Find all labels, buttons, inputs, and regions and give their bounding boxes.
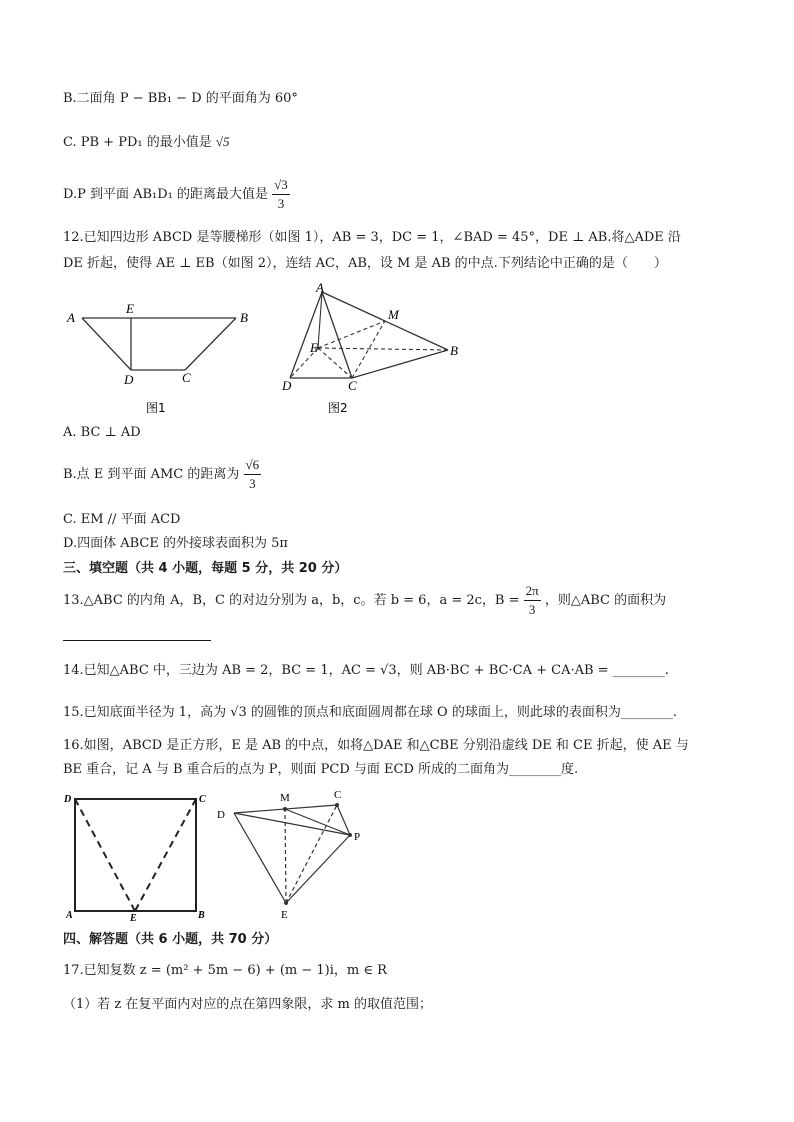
q12-figure-2 — [280, 282, 470, 422]
q12-option-c: C. EM // 平面 ACD — [63, 512, 181, 527]
q13-numerator: 2π — [524, 582, 541, 601]
q12-fig1-label-b: B — [240, 310, 248, 325]
q11-option-c-text: C. PB + PD₁ 的最小值是 — [63, 135, 216, 150]
q11-option-d-denominator: 3 — [277, 196, 285, 211]
q12-fig2-label-a: A — [316, 282, 324, 295]
q11-option-d-text: D.P 到平面 AB₁D₁ 的距离最大值是 — [63, 187, 269, 202]
q12-option-a: A. BC ⊥ AD — [63, 425, 141, 440]
q11-option-b: B.二面角 P − BB₁ − D 的平面角为 60° — [63, 91, 298, 106]
q16-fig2-label-p: P — [354, 831, 361, 843]
q12-fig2-caption: 图2 — [328, 401, 348, 415]
q12-fig1-label-c: C — [182, 370, 191, 385]
q15-stem: 15.已知底面半径为 1，高为 √3 的圆锥的顶点和底面圆周都在球 O 的球面上，则此球的表面积为________. — [63, 705, 677, 720]
q12-fig2-label-m: M — [388, 307, 399, 322]
q12-option-b-numerator: √6 — [244, 456, 262, 475]
q12-fig2-label-c: C — [348, 378, 357, 393]
q12-option-b-denominator: 3 — [249, 476, 256, 491]
q16-figure-1 — [60, 790, 210, 922]
q16-fig1-label-a: A — [66, 910, 73, 921]
q13-denominator: 3 — [528, 602, 536, 617]
q13-text-pre: 13.△ABC 的内角 A，B，C 的对边分别为 a，b，c。若 b = 6，a = 2c，B = — [63, 593, 524, 608]
q12-fig2-label-e: E — [310, 340, 318, 355]
q16-stem-line2: BE 重合，记 A 与 B 重合后的点为 P，则面 PCD 与面 ECD 所成的二面角为________度. — [63, 762, 579, 777]
section-3-heading: 三、填空题（共 4 小题，每题 5 分，共 20 分） — [63, 561, 348, 576]
q16-figure-2 — [212, 785, 372, 925]
q16-fig1-label-e: E — [130, 913, 137, 922]
q14-stem: 14.已知△ABC 中，三边为 AB = 2，BC = 1，AC = √3，则 AB·BC + BC·CA + CA·AB = ________. — [63, 663, 669, 678]
q17-part-1: （1）若 z 在复平面内对应的点在第四象限，求 m 的取值范围； — [63, 997, 432, 1012]
q12-fig2-label-d: D — [282, 378, 292, 393]
q16-fig1-label-b: B — [198, 910, 205, 921]
q12-fig1-label-a: A — [67, 310, 75, 325]
q16-fig2-label-e: E — [281, 909, 288, 921]
q12-fig1-caption: 图1 — [146, 401, 166, 415]
q11-option-c — [63, 133, 230, 152]
q17-stem: 17.已知复数 z = (m² + 5m − 6) + (m − 1)i，m ∈ R — [63, 963, 387, 978]
q16-fig1-label-c: C — [199, 794, 206, 805]
q12-option-b-fraction — [244, 456, 262, 493]
q11-option-d-numerator: √3 — [272, 176, 290, 195]
q16-stem-line1: 16.如图，ABCD 是正方形，E 是 AB 的中点，如将△DAE 和△CBE 分别沿虚线 DE 和 CE 折起，使 AE 与 — [63, 738, 689, 753]
q12-option-d: D.四面体 ABCE 的外接球表面积为 5π — [63, 536, 288, 551]
q12-option-b — [63, 456, 261, 493]
q12-stem-line1: 12.已知四边形 ABCD 是等腰梯形（如图 1），AB = 3，DC = 1，∠BAD = 45°，DE ⊥ AB.将△ADE 沿 — [63, 230, 681, 245]
section-4-heading: 四、解答题（共 6 小题，共 70 分） — [63, 932, 278, 947]
q13-text-post: ，则△ABC 的面积为 — [544, 593, 667, 608]
q16-fig1-label-d: D — [64, 794, 72, 805]
q16-fig2-label-m: M — [280, 792, 290, 804]
q16-fig2-label-d: D — [217, 809, 225, 821]
q16-fig2-label-c: C — [334, 789, 342, 801]
q12-figure-1 — [60, 290, 260, 420]
q12-stem-line2: DE 折起，使得 AE ⊥ EB（如图 2），连结 AC，AB，设 M 是 AB 的中点.下列结论中正确的是（ ） — [63, 256, 667, 271]
q12-fig2-label-b: B — [450, 343, 458, 358]
q11-option-d-fraction — [272, 176, 290, 213]
q11-option-c-value: √5 — [215, 134, 230, 149]
q12-fig1-label-d: D — [124, 372, 134, 387]
q11-option-d — [63, 176, 290, 213]
q12-fig1-label-e: E — [126, 301, 134, 316]
q12-option-b-text: B.点 E 到平面 AMC 的距离为 — [63, 467, 240, 482]
q13-fraction — [524, 582, 541, 619]
q13-stem — [63, 582, 666, 619]
q13-answer-blank — [63, 640, 211, 641]
